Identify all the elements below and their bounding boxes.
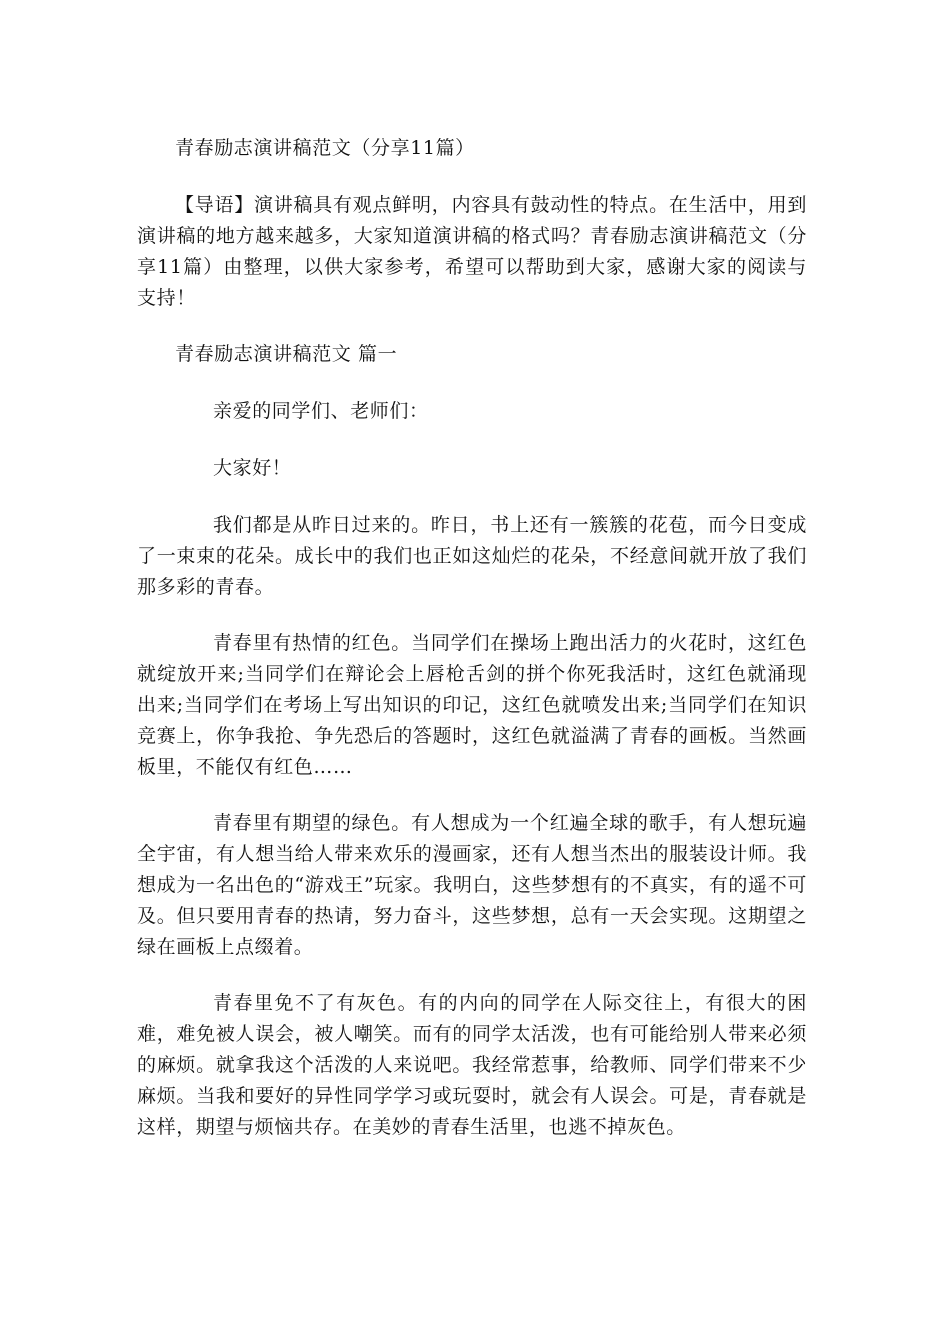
body-paragraph: 青春里免不了有灰色。有的内向的同学在人际交往上，有很大的困难，难免被人误会，被人嘲笑。而有的同学太活泼，也有可能给别人带来必须的麻烦。就拿我这个活泼的人来说吧。我经常惹事，给教师、同学们带来不少麻烦。当我和要好的异性同学学习或玩耍时，就会有人误会。可是，青春就是这样，期望与烦恼共存。在美妙的青春生活里，也逃不掉灰色。 (137, 992, 807, 1138)
intro-paragraph: 【导语】演讲稿具有观点鲜明，内容具有鼓动性的特点。在生活中，用到演讲稿的地方越来越多，大家知道演讲稿的格式吗？青春励志演讲稿范文（分享11篇）由整理，以供大家参考，希望可以帮助到大家，感谢大家的阅读与支持！ (137, 194, 807, 309)
section-heading: 青春励志演讲稿范文 篇一 (175, 343, 398, 365)
greeting: 大家好！ (213, 457, 292, 479)
document-title: 青春励志演讲稿范文（分享11篇） (175, 137, 475, 159)
salutation: 亲爱的同学们、老师们： (213, 400, 429, 422)
body-paragraph: 青春里有热情的红色。当同学们在操场上跑出活力的火花时，这红色就绽放开来;当同学们在辩论会上唇枪舌剑的拼个你死我活时，这红色就涌现出来;当同学们在考场上写出知识的印记，这红色就喷发出来;当同学们在知识竞赛上，你争我抢、争先恐后的答题时，这红色就溢满了青春的画板。当然画板里，不能仅有红色…… (137, 632, 807, 778)
body-paragraph: 青春里有期望的绿色。有人想成为一个红遍全球的歌手，有人想玩遍全宇宙，有人想当给人带来欢乐的漫画家，还有人想当杰出的服装设计师。我想成为一名出色的“游戏王”玩家。我明白，这些梦想有的不真实，有的遥不可及。但只要用青春的热请，努力奋斗，这些梦想，总有一天会实现。这期望之绿在画板上点缀着。 (137, 812, 807, 958)
body-paragraph: 我们都是从昨日过来的。昨日，书上还有一簇簇的花苞，而今日变成了一束束的花朵。成长中的我们也正如这灿烂的花朵，不经意间就开放了我们那多彩的青春。 (137, 514, 807, 598)
document-body (137, 133, 807, 1168)
